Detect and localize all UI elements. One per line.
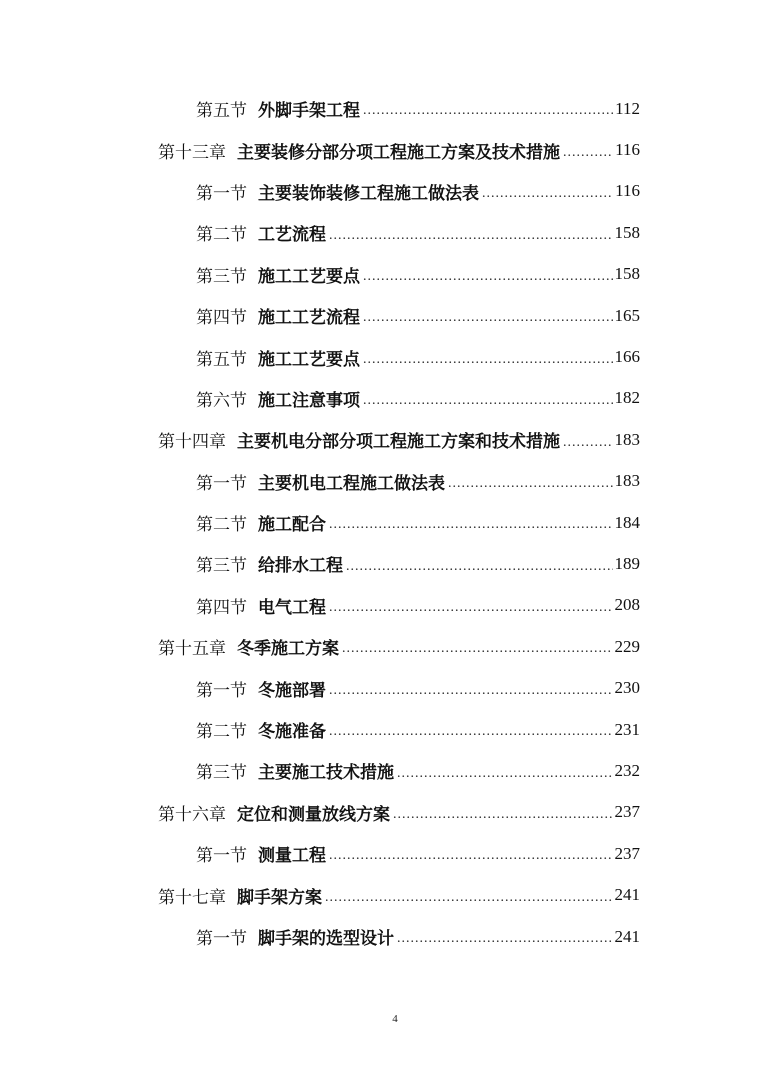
toc-entry-page: 241 bbox=[614, 885, 640, 905]
toc-section-entry[interactable] bbox=[0, 295, 640, 336]
toc-dot-leader bbox=[397, 932, 613, 957]
toc-section-entry[interactable] bbox=[0, 502, 640, 543]
toc-entry-page: 116 bbox=[615, 140, 640, 160]
toc-entry-number: 第一节 bbox=[196, 183, 247, 204]
toc-entry-number: 第五节 bbox=[196, 349, 247, 370]
toc-chapter-entry[interactable] bbox=[0, 129, 640, 170]
toc-entry-number: 第一节 bbox=[196, 680, 247, 701]
toc-entry-title: 主要机电分部分项工程施工方案和技术措施 bbox=[237, 432, 560, 453]
toc-entry-number: 第四节 bbox=[196, 308, 247, 329]
toc-entry-title: 施工配合 bbox=[258, 515, 326, 536]
toc-section-entry[interactable] bbox=[0, 833, 640, 874]
toc-entry-title: 外脚手架工程 bbox=[258, 101, 360, 122]
toc-dot-leader bbox=[329, 849, 613, 874]
toc-dot-leader bbox=[448, 477, 613, 502]
toc-entry-title: 测量工程 bbox=[258, 846, 326, 867]
toc-entry-number: 第三节 bbox=[196, 266, 247, 287]
toc-entry-page: 241 bbox=[614, 926, 640, 946]
toc-entry-title: 冬施部署 bbox=[258, 680, 326, 701]
toc-entry-page: 189 bbox=[614, 553, 640, 573]
toc-entry-title: 电气工程 bbox=[258, 597, 326, 618]
toc-dot-leader bbox=[346, 560, 613, 585]
toc-entry-page: 183 bbox=[614, 429, 640, 449]
toc-entry-title: 施工工艺要点 bbox=[258, 266, 360, 287]
toc-entry-title: 主要机电工程施工做法表 bbox=[258, 473, 445, 494]
toc-entry-page: 158 bbox=[614, 264, 640, 284]
toc-section-entry[interactable] bbox=[0, 212, 640, 253]
toc-entry-title: 主要装饰装修工程施工做法表 bbox=[258, 183, 479, 204]
toc-entry-title: 工艺流程 bbox=[258, 225, 326, 246]
toc-entry-page: 182 bbox=[614, 388, 640, 408]
toc-section-entry[interactable] bbox=[0, 336, 640, 377]
toc-section-entry[interactable] bbox=[0, 171, 640, 212]
toc-entry-number: 第二节 bbox=[196, 515, 247, 536]
toc-dot-leader bbox=[363, 394, 613, 419]
toc-entry-number: 第十六章 bbox=[158, 804, 226, 825]
toc-section-entry[interactable] bbox=[0, 667, 640, 708]
toc-dot-leader bbox=[563, 436, 613, 461]
toc-entry-page: 116 bbox=[615, 181, 640, 201]
toc-entry-title: 冬施准备 bbox=[258, 722, 326, 743]
toc-dot-leader bbox=[329, 684, 613, 709]
toc-entry-number: 第四节 bbox=[196, 597, 247, 618]
toc-entry-number: 第二节 bbox=[196, 722, 247, 743]
toc-entry-page: 184 bbox=[614, 512, 640, 532]
toc-entry-page: 208 bbox=[614, 595, 640, 615]
toc-entry-number: 第六节 bbox=[196, 390, 247, 411]
toc-entry-number: 第十五章 bbox=[158, 639, 226, 660]
toc-entry-title: 主要装修分部分项工程施工方案及技术措施 bbox=[237, 142, 560, 163]
table-of-contents bbox=[0, 88, 761, 957]
toc-entry-page: 183 bbox=[614, 471, 640, 491]
toc-entry-number: 第十三章 bbox=[158, 142, 226, 163]
toc-entry-number: 第十四章 bbox=[158, 432, 226, 453]
toc-dot-leader bbox=[363, 353, 613, 378]
toc-entry-page: 165 bbox=[614, 305, 640, 325]
toc-entry-title: 脚手架方案 bbox=[237, 887, 322, 908]
toc-entry-number: 第十七章 bbox=[158, 887, 226, 908]
toc-dot-leader bbox=[342, 642, 613, 667]
toc-entry-number: 第二节 bbox=[196, 225, 247, 246]
toc-section-entry[interactable] bbox=[0, 88, 640, 129]
toc-entry-page: 158 bbox=[614, 222, 640, 242]
toc-section-entry[interactable] bbox=[0, 585, 640, 626]
toc-entry-title: 施工工艺流程 bbox=[258, 308, 360, 329]
toc-entry-page: 112 bbox=[615, 98, 640, 118]
toc-chapter-entry[interactable] bbox=[0, 626, 640, 667]
toc-entry-page: 237 bbox=[614, 802, 640, 822]
toc-entry-title: 施工注意事项 bbox=[258, 390, 360, 411]
toc-entry-title: 主要施工技术措施 bbox=[258, 763, 394, 784]
toc-entry-page: 166 bbox=[614, 347, 640, 367]
toc-section-entry[interactable] bbox=[0, 709, 640, 750]
toc-section-entry[interactable] bbox=[0, 378, 640, 419]
toc-dot-leader bbox=[329, 229, 613, 254]
toc-entry-page: 237 bbox=[614, 843, 640, 863]
toc-dot-leader bbox=[397, 767, 613, 792]
toc-section-entry[interactable] bbox=[0, 750, 640, 791]
toc-dot-leader bbox=[563, 146, 613, 171]
page-number: 4 bbox=[392, 1013, 398, 1025]
toc-entry-page: 229 bbox=[614, 636, 640, 656]
toc-section-entry[interactable] bbox=[0, 543, 640, 584]
toc-dot-leader bbox=[363, 270, 613, 295]
toc-section-entry[interactable] bbox=[0, 461, 640, 502]
toc-dot-leader bbox=[329, 518, 613, 543]
toc-entry-title: 冬季施工方案 bbox=[237, 639, 339, 660]
toc-entry-number: 第三节 bbox=[196, 763, 247, 784]
toc-entry-number: 第五节 bbox=[196, 101, 247, 122]
toc-entry-number: 第三节 bbox=[196, 556, 247, 577]
toc-chapter-entry[interactable] bbox=[0, 874, 640, 915]
toc-entry-title: 定位和测量放线方案 bbox=[237, 804, 390, 825]
toc-entry-title: 给排水工程 bbox=[258, 556, 343, 577]
toc-entry-title: 施工工艺要点 bbox=[258, 349, 360, 370]
toc-dot-leader bbox=[363, 104, 613, 129]
toc-dot-leader bbox=[393, 808, 613, 833]
toc-entry-page: 231 bbox=[614, 719, 640, 739]
toc-entry-number: 第一节 bbox=[196, 929, 247, 949]
toc-dot-leader bbox=[329, 601, 613, 626]
toc-entry-number: 第一节 bbox=[196, 473, 247, 494]
toc-section-entry[interactable] bbox=[0, 916, 640, 957]
toc-entry-page: 230 bbox=[614, 678, 640, 698]
toc-dot-leader bbox=[482, 187, 613, 212]
toc-dot-leader bbox=[363, 311, 613, 336]
toc-section-entry[interactable] bbox=[0, 254, 640, 295]
toc-entry-number: 第一节 bbox=[196, 846, 247, 867]
toc-dot-leader bbox=[325, 891, 613, 916]
toc-chapter-entry[interactable] bbox=[0, 792, 640, 833]
toc-entry-title: 脚手架的选型设计 bbox=[258, 929, 394, 949]
toc-entry-page: 232 bbox=[614, 760, 640, 780]
toc-chapter-entry[interactable] bbox=[0, 419, 640, 460]
toc-dot-leader bbox=[329, 725, 613, 750]
